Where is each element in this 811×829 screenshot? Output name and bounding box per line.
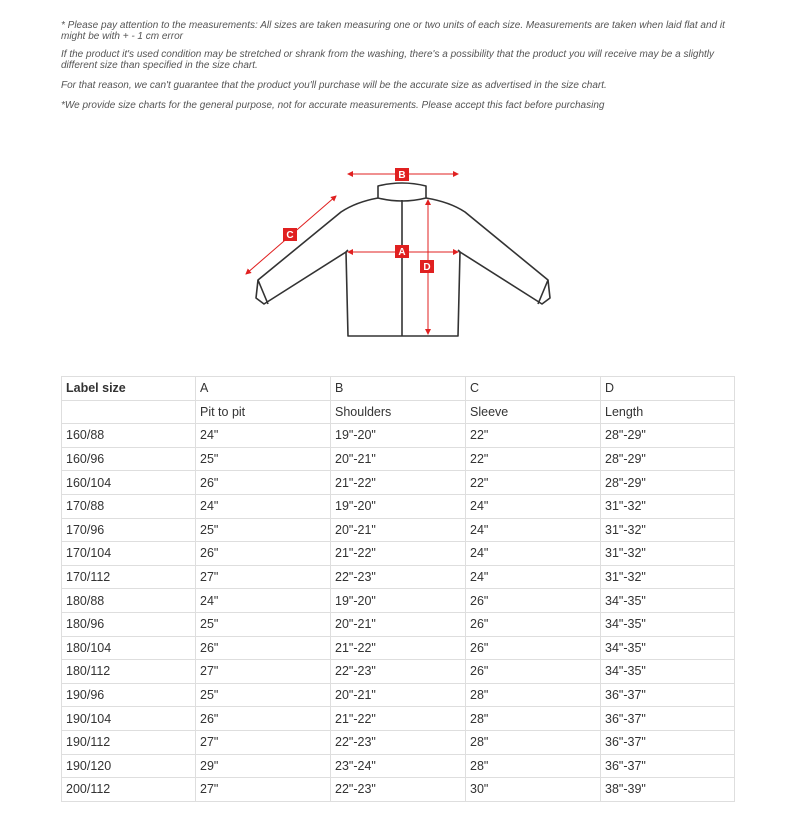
table-cell: 24" xyxy=(466,518,601,542)
table-cell: 180/88 xyxy=(62,589,196,613)
svg-text:A: A xyxy=(398,247,406,258)
table-cell: 22" xyxy=(466,447,601,471)
table-cell: 20"-21" xyxy=(331,447,466,471)
subheader-cell xyxy=(62,400,196,424)
table-cell: 20"-21" xyxy=(331,612,466,636)
table-row xyxy=(62,683,735,707)
table-cell: 160/96 xyxy=(62,447,196,471)
header-cell: D xyxy=(601,377,735,401)
table-cell: 31"-32" xyxy=(601,542,735,566)
table-cell: 30" xyxy=(466,778,601,802)
table-cell: 34"-35" xyxy=(601,636,735,660)
table-cell: 190/120 xyxy=(62,754,196,778)
table-cell: 36"-37" xyxy=(601,730,735,754)
table-cell: 27" xyxy=(196,565,331,589)
table-cell: 23"-24" xyxy=(331,754,466,778)
table-subheader-row xyxy=(62,400,735,424)
table-cell: 170/112 xyxy=(62,565,196,589)
table-cell: 28" xyxy=(466,730,601,754)
header-cell: C xyxy=(466,377,601,401)
table-cell: 26" xyxy=(196,471,331,495)
table-row xyxy=(62,447,735,471)
table-cell: 36"-37" xyxy=(601,754,735,778)
header-cell: A xyxy=(196,377,331,401)
table-row xyxy=(62,494,735,518)
table-cell: 22"-23" xyxy=(331,660,466,684)
table-row xyxy=(62,636,735,660)
size-chart-table xyxy=(61,376,735,802)
subheader-cell: Sleeve xyxy=(466,400,601,424)
table-cell: 28" xyxy=(466,707,601,731)
table-cell: 26" xyxy=(466,612,601,636)
table-cell: 22"-23" xyxy=(331,730,466,754)
table-cell: 26" xyxy=(466,589,601,613)
table-cell: 25" xyxy=(196,683,331,707)
table-cell: 190/104 xyxy=(62,707,196,731)
subheader-cell: Length xyxy=(601,400,735,424)
table-cell: 19"-20" xyxy=(331,424,466,448)
table-row xyxy=(62,565,735,589)
table-cell: 28" xyxy=(466,683,601,707)
table-cell: 21"-22" xyxy=(331,707,466,731)
table-cell: 21"-22" xyxy=(331,471,466,495)
note-paragraph: *We provide size charts for the general purpose, not for accurate measurements. Please accept this fact before purchasing xyxy=(61,100,605,111)
table-cell: 22" xyxy=(466,424,601,448)
table-cell: 22" xyxy=(466,471,601,495)
table-cell: 22"-23" xyxy=(331,565,466,589)
table-cell: 26" xyxy=(196,707,331,731)
svg-text:B: B xyxy=(398,170,406,181)
table-cell: 26" xyxy=(196,636,331,660)
label-d xyxy=(420,260,434,273)
note-paragraph: If the product it's used condition may be stretched or shrank from the washing, there's a possibility that the product you will receive may be a slightly different size than specified in the size chart. xyxy=(61,49,715,71)
header-cell: B xyxy=(331,377,466,401)
table-row xyxy=(62,707,735,731)
table-cell: 170/88 xyxy=(62,494,196,518)
svg-text:C: C xyxy=(286,230,294,241)
header-cell: Label size xyxy=(62,377,196,401)
table-cell: 38"-39" xyxy=(601,778,735,802)
table-row xyxy=(62,778,735,802)
table-cell: 190/112 xyxy=(62,730,196,754)
table-row xyxy=(62,612,735,636)
jacket-illustration xyxy=(236,160,566,345)
table-cell: 27" xyxy=(196,660,331,684)
jacket-outline xyxy=(256,183,550,336)
table-cell: 24" xyxy=(466,542,601,566)
svg-text:D: D xyxy=(423,262,431,273)
table-cell: 28"-29" xyxy=(601,471,735,495)
table-cell: 19"-20" xyxy=(331,494,466,518)
subheader-cell: Shoulders xyxy=(331,400,466,424)
table-row xyxy=(62,542,735,566)
table-row xyxy=(62,518,735,542)
table-cell: 180/112 xyxy=(62,660,196,684)
table-cell: 26" xyxy=(196,542,331,566)
table-header-row xyxy=(62,377,735,401)
table-cell: 25" xyxy=(196,612,331,636)
table-cell: 31"-32" xyxy=(601,494,735,518)
table-cell: 34"-35" xyxy=(601,589,735,613)
table-cell: 34"-35" xyxy=(601,660,735,684)
table-row xyxy=(62,589,735,613)
table-row xyxy=(62,471,735,495)
table-cell: 21"-22" xyxy=(331,636,466,660)
measurement-notes xyxy=(61,20,741,120)
table-cell: 21"-22" xyxy=(331,542,466,566)
table-cell: 34"-35" xyxy=(601,612,735,636)
table-cell: 36"-37" xyxy=(601,683,735,707)
subheader-cell: Pit to pit xyxy=(196,400,331,424)
note-paragraph: For that reason, we can't guarantee that the product you'll purchase will be the accurate size as advertised in the size chart. xyxy=(61,80,607,91)
table-cell: 26" xyxy=(466,636,601,660)
table-cell: 20"-21" xyxy=(331,683,466,707)
label-a xyxy=(395,245,409,258)
table-cell: 25" xyxy=(196,518,331,542)
table-cell: 31"-32" xyxy=(601,518,735,542)
table-cell: 24" xyxy=(466,494,601,518)
table-cell: 200/112 xyxy=(62,778,196,802)
table-cell: 27" xyxy=(196,730,331,754)
table-cell: 180/96 xyxy=(62,612,196,636)
jacket-measurement-diagram xyxy=(236,160,566,345)
table-cell: 24" xyxy=(466,565,601,589)
table-cell: 36"-37" xyxy=(601,707,735,731)
table-cell: 19"-20" xyxy=(331,589,466,613)
table-cell: 20"-21" xyxy=(331,518,466,542)
table-row xyxy=(62,754,735,778)
table-cell: 170/96 xyxy=(62,518,196,542)
table-cell: 28"-29" xyxy=(601,447,735,471)
table-cell: 160/104 xyxy=(62,471,196,495)
table-cell: 27" xyxy=(196,778,331,802)
table-cell: 24" xyxy=(196,589,331,613)
table-row xyxy=(62,730,735,754)
table-cell: 24" xyxy=(196,494,331,518)
table-cell: 28" xyxy=(466,754,601,778)
table-cell: 160/88 xyxy=(62,424,196,448)
table-row xyxy=(62,424,735,448)
table-cell: 26" xyxy=(466,660,601,684)
table-cell: 31"-32" xyxy=(601,565,735,589)
label-c xyxy=(283,228,297,241)
table-cell: 180/104 xyxy=(62,636,196,660)
table-cell: 190/96 xyxy=(62,683,196,707)
table-cell: 24" xyxy=(196,424,331,448)
table-cell: 25" xyxy=(196,447,331,471)
note-paragraph: * Please pay attention to the measurements: All sizes are taken measuring one or two units of each size. Measurements are taken when laid flat and it might be with + - 1 cm error xyxy=(61,20,725,42)
table-cell: 29" xyxy=(196,754,331,778)
table-cell: 28"-29" xyxy=(601,424,735,448)
label-b xyxy=(395,168,409,181)
table-cell: 170/104 xyxy=(62,542,196,566)
table-cell: 22"-23" xyxy=(331,778,466,802)
table-row xyxy=(62,660,735,684)
